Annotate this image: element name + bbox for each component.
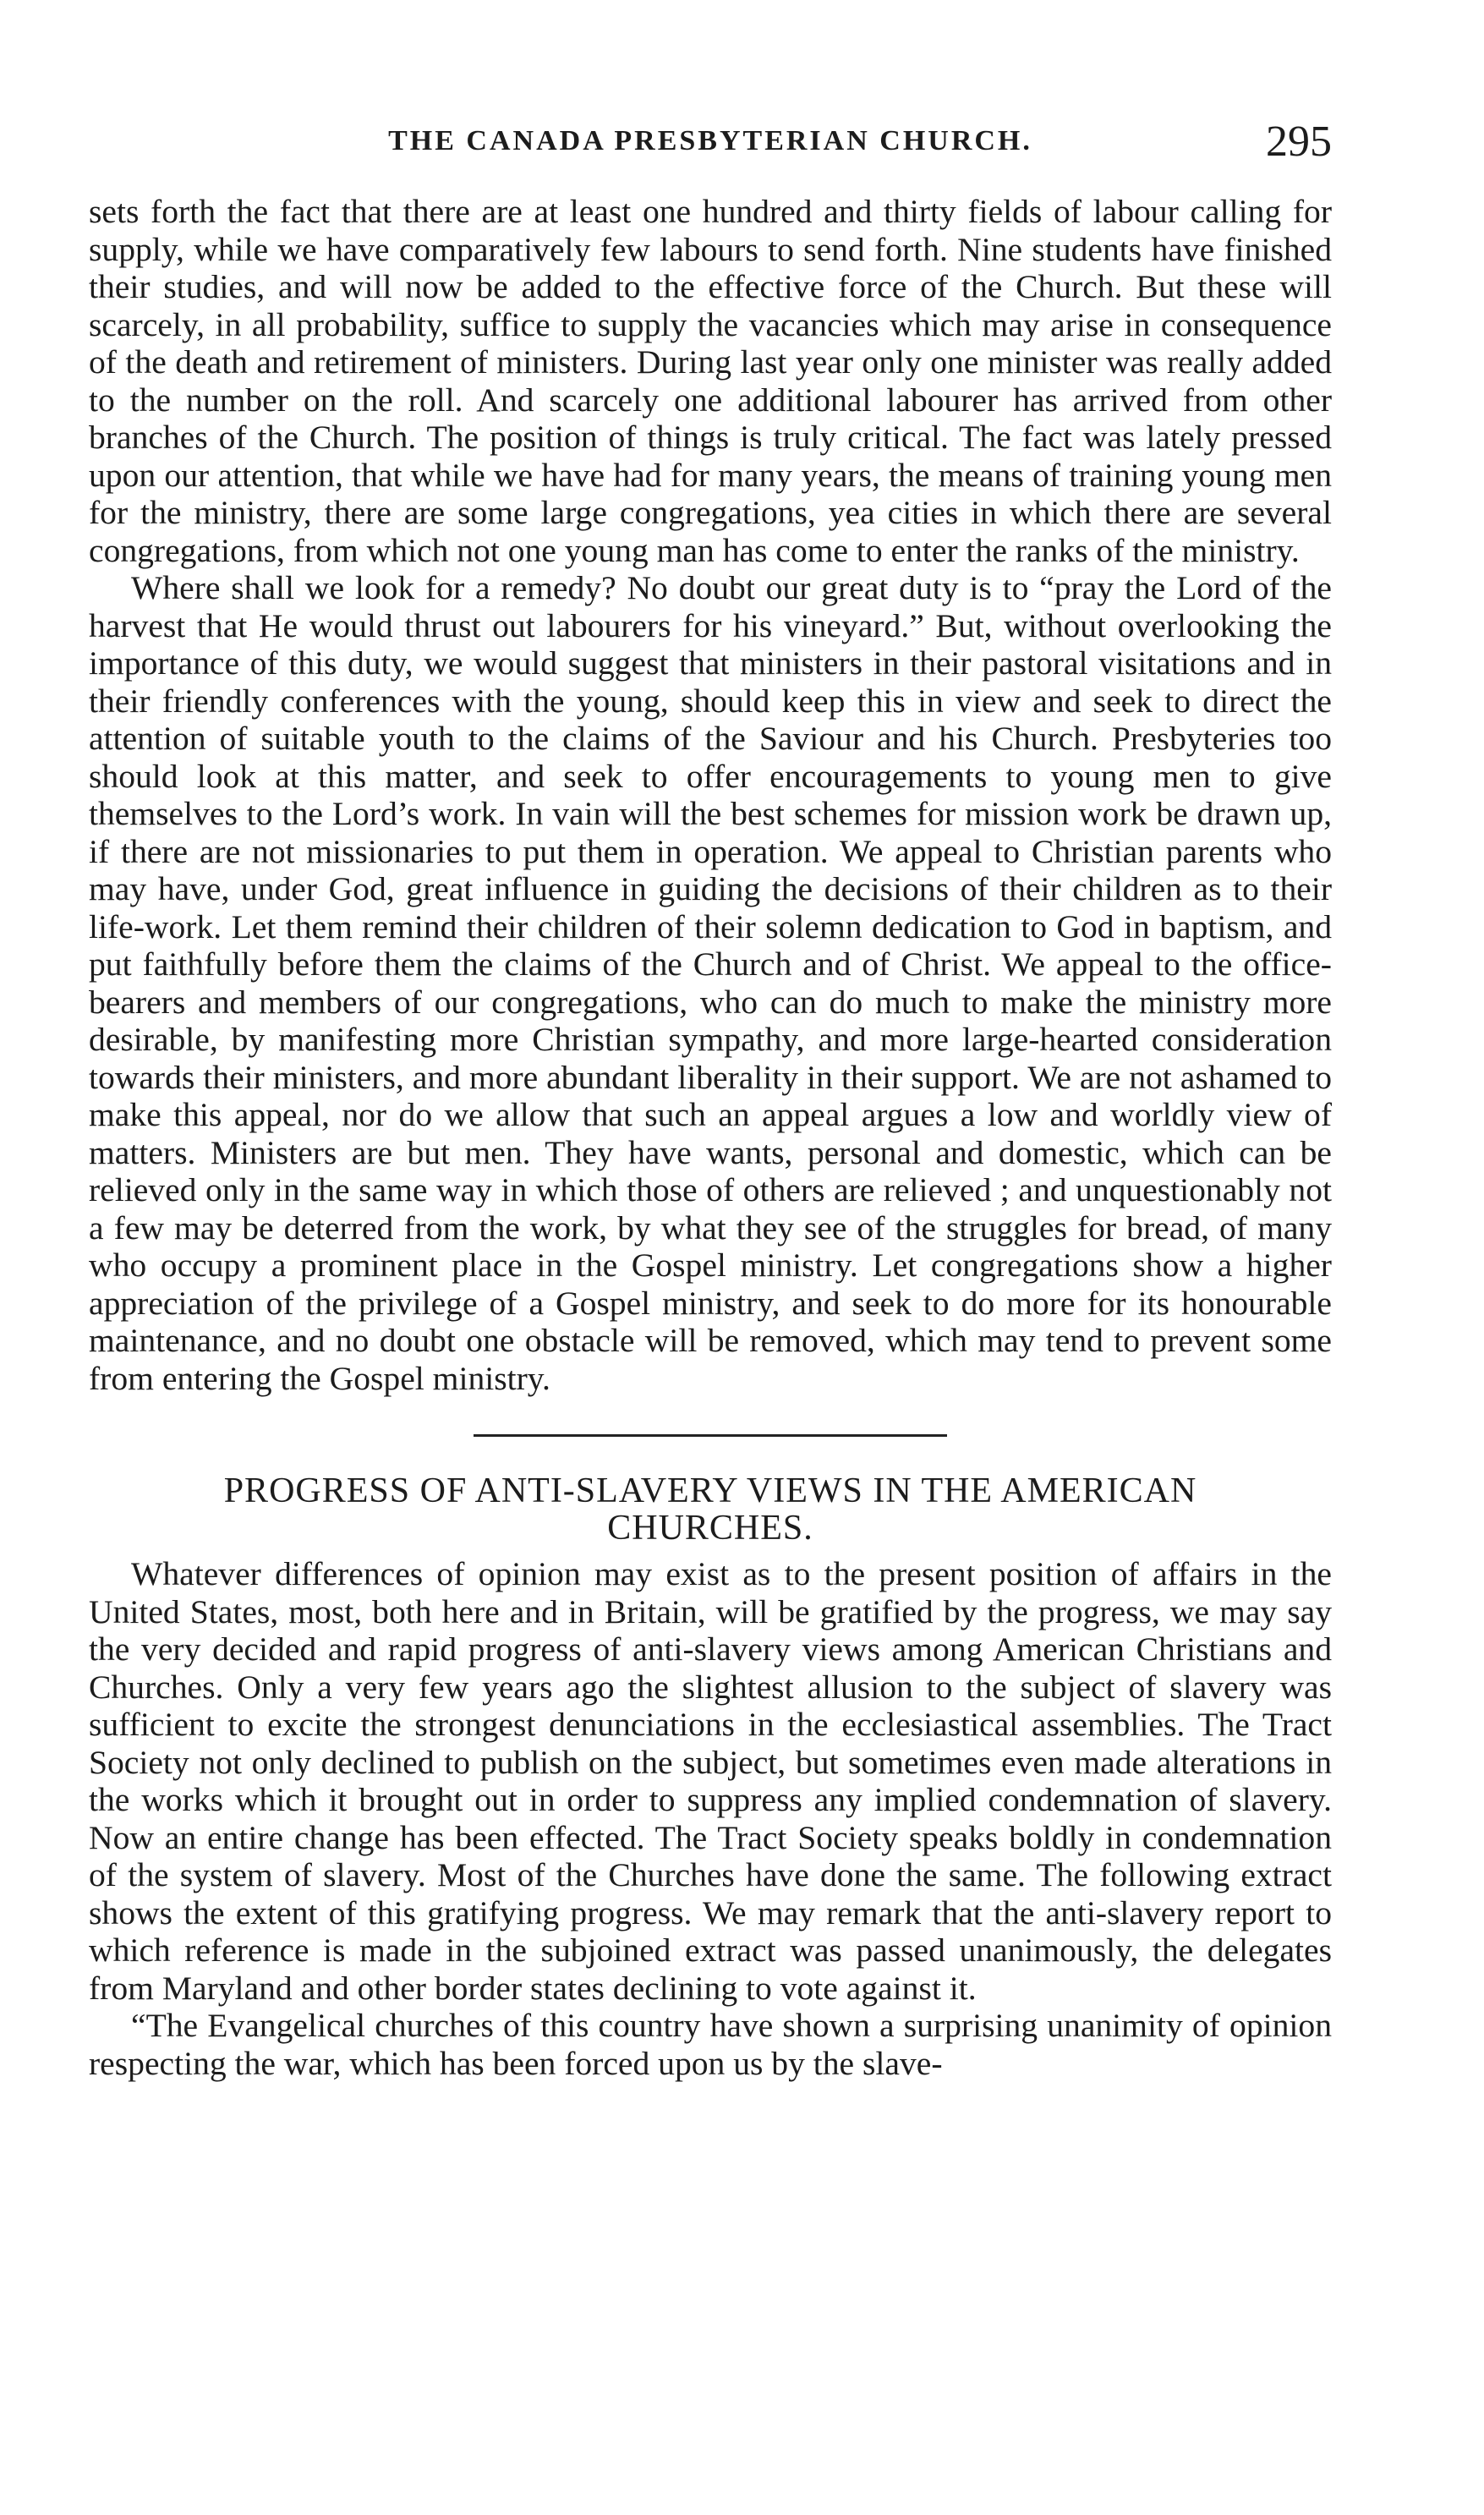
article-title (89, 1472, 1332, 1547)
page-number: 295 (1266, 118, 1332, 166)
paragraph: “The Evangelical churches of this country have shown a surprising unanimity of opinion respecting the war, which has been forced upon us by the slave- (89, 2007, 1332, 2082)
article-body (89, 1555, 1332, 2082)
paragraph: Where shall we look for a remedy? No doubt our great duty is to “pray the Lord of the harvest that He would thrust out labourers for his vineyard.” But, without overlooking the importance of this duty, we would suggest that ministers in their pastoral visitations and in their friendly conferences with the young, should keep this in view and seek to direct the attention of suitable youth to the claims of the Saviour and his Church. Presbyteries too should look at this matter, and seek to offer encouragements to young men to give themselves to the Lord’s work. In vain will the best schemes for mission work be drawn up, if there are not missionaries to put them in operation. We appeal to Christian parents who may have, under God, great influence in guiding the decisions of their children as to their life-work. Let them remind their children of their solemn dedication to God in baptism, and put faithfully before them the claims of the Church and of Christ. We appeal to the office-bearers and members of our congregations, who can do much to make the ministry more desirable, by manifesting more Christian sympathy, and more large-hearted consideration towards their ministers, and more abundant liberality in their support. We are not ashamed to make this appeal, nor do we allow that such an appeal argues a low and worldly view of matters. Ministers are but men. They have wants, personal and domestic, which can be relieved only in the same way in which those of others are relieved ; and unquestionably not a few may be deterred from the work, by what they see of the struggles for bread, of many who occupy a prominent place in the Gospel ministry. Let congregations show a higher appreciation of the privilege of a Gospel ministry, and seek to do more for its honourable maintenance, and no doubt one obstacle will be removed, which may tend to prevent some from entering the Gospel ministry. (89, 569, 1332, 1397)
paragraph: Whatever differences of opinion may exist as to the present position of affairs in the United States, most, both here and in Britain, will be gratified by the progress, we may say the very decided and rapid progress of anti-slavery views among American Christians and Churches. Only a very few years ago the slightest allusion to the subject of slavery was sufficient to excite the strongest denunciations in the ecclesiastical assemblies. The Tract Society not only declined to publish on the subject, but sometimes even made alterations in the works which it brought out in order to suppress any implied condemnation of slavery. Now an entire change has been effected. The Tract Society speaks boldly in condemnation of the system of slavery. Most of the Churches have done the same. The following extract shows the extent of this gratifying progress. We may remark that the anti-slavery report to which reference is made in the subjoined extract was passed unanimously, the delegates from Maryland and other border states declining to vote against it. (89, 1555, 1332, 2007)
running-title: THE CANADA PRESBYTERIAN CHURCH. (388, 125, 1032, 156)
first-section (89, 193, 1332, 1397)
running-head (89, 118, 1332, 193)
page (89, 118, 1332, 2082)
paragraph: sets forth the fact that there are at least one hundred and thirty fields of labour calling for supply, while we have comparatively few labours to send forth. Nine students have finished their studies, and will now be added to the effective force of the Church. But these will scarcely, in all probability, suffice to supply the vacancies which may arise in consequence of the death and retirement of ministers. During last year only one minister was really added to the number on the roll. And scarcely one additional labourer has arrived from other branches of the Church. The position of things is truly critical. The fact was lately pressed upon our attention, that while we have had for many years, the means of training young men for the ministry, there are some large congregations, yea cities in which there are several congregations, from which not one young man has come to enter the ranks of the ministry. (89, 193, 1332, 569)
section-divider (474, 1434, 947, 1437)
article-title-line: CHURCHES. (607, 1509, 813, 1548)
article-title-line: PROGRESS OF ANTI-SLAVERY VIEWS IN THE AMERICAN (223, 1471, 1197, 1510)
